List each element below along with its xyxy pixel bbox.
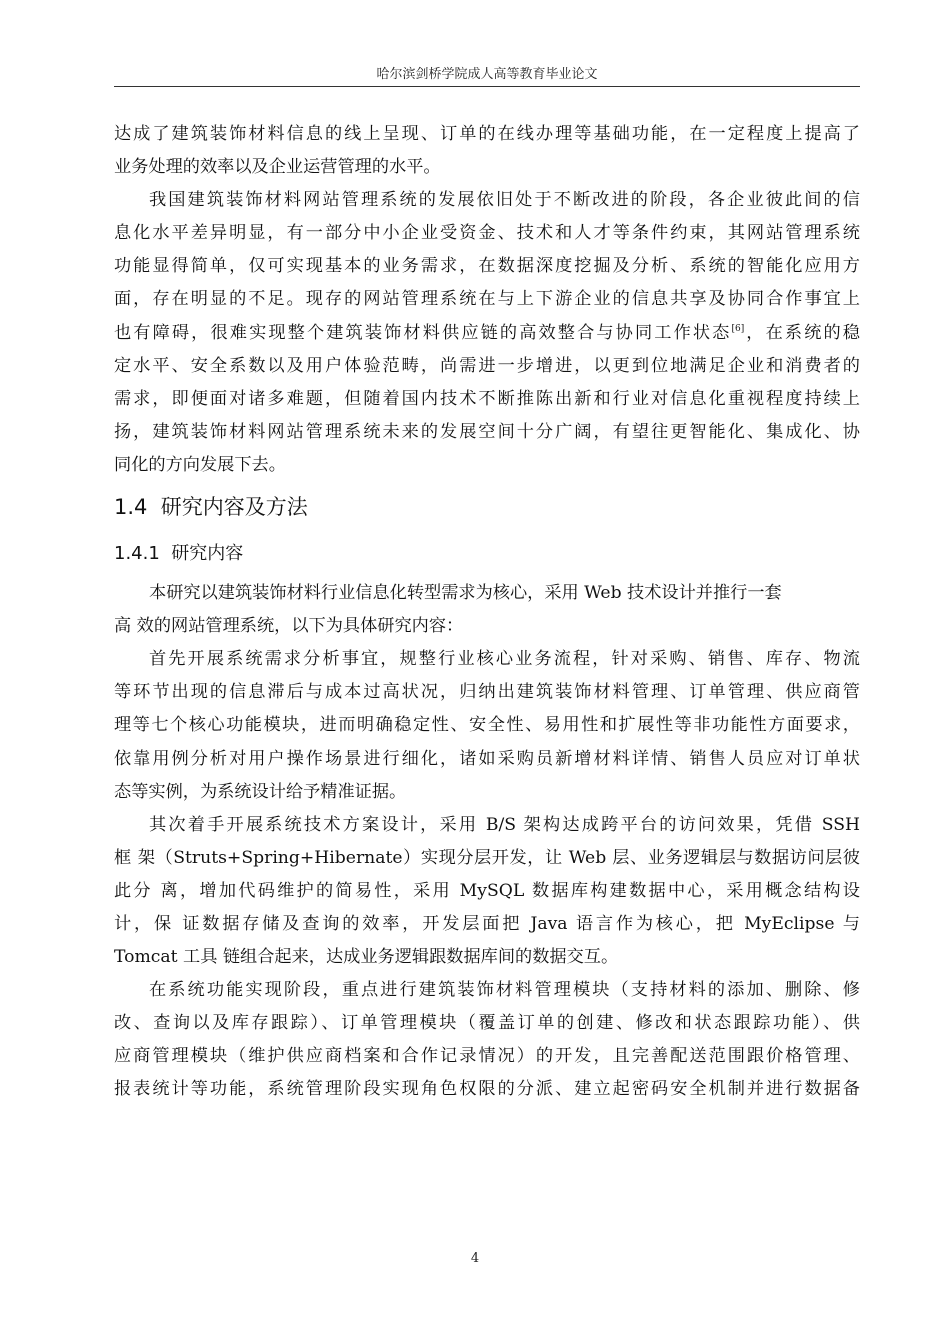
paragraph-4	[114, 643, 860, 808]
page-body	[114, 118, 860, 1107]
paragraph-3	[114, 577, 860, 643]
text-line: 此分 离，增加代码维护的简易性，采用 MySQL 数据库构建数据中心，采用概念结构设	[114, 880, 860, 901]
text-line: 应商管理模块（维护供应商档案和合作记录情况）的开发，且完善配送范围跟价格管理、	[114, 1046, 860, 1067]
subsection-title: 研究内容	[171, 543, 244, 565]
header-rule	[114, 86, 860, 87]
paragraph-5	[114, 809, 860, 974]
text-line: 报表统计等功能，系统管理阶段实现角色权限的分派、建立起密码安全机制并进行数据备	[114, 1079, 860, 1100]
text-line: 依靠用例分析对用户操作场景进行细化，诸如采购员新增材料详情、销售人员应对订单状	[114, 748, 860, 769]
text-line: 框 架（Struts+Spring+Hibernate）实现分层开发，让 Web 层、业务逻辑层与数据访问层彼	[114, 847, 860, 868]
text-line: 定水平、安全系数以及用户体验范畴，尚需进一步增进，以更到位地满足企业和消费者的	[114, 355, 860, 376]
text-line: Tomcat 工具 链组合起来，达成业务逻辑跟数据库间的数据交互。	[114, 947, 619, 968]
text-line: 我国建筑装饰材料网站管理系统的发展依旧处于不断改进的阶段，各企业彼此间的信	[149, 190, 860, 211]
text-line: 功能显得简单，仅可实现基本的业务需求，在数据深度挖掘及分析、系统的智能化应用方	[114, 256, 860, 277]
text-line: 计，保 证数据存储及查询的效率，开发层面把 Java 语言作为核心，把 MyEclipse 与	[114, 913, 860, 934]
paragraph-6	[114, 974, 860, 1106]
text-line: 息化水平差异明显，有一部分中小企业受资金、技术和人才等条件约束，其网站管理系统	[114, 223, 860, 244]
paragraph-2	[114, 184, 860, 482]
text-span: 也有障碍，很难实现整个建筑装饰材料供应链的高效整合与协同工作状态	[114, 322, 732, 343]
subsection-number: 1.4.1	[114, 543, 160, 565]
citation-ref: [6]	[731, 323, 745, 334]
paragraph-1	[114, 118, 860, 184]
text-line: 需求，即便面对诸多难题，但随着国内技术不断推陈出新和行业对信息化重视程度持续上	[114, 388, 860, 409]
text-span: ，在系统的稳	[744, 322, 860, 343]
running-header: 哈尔滨剑桥学院成人高等教育毕业论文	[376, 67, 598, 82]
section-title: 研究内容及方法	[160, 495, 308, 520]
page-number: 4	[470, 1251, 480, 1266]
text-line: 其次着手开展系统技术方案设计，采用 B/S 架构达成跨平台的访问效果，凭借 SSH	[149, 814, 860, 835]
text-line: 业务处理的效率以及企业运营管理的水平。	[114, 157, 441, 178]
text-line: 在系统功能实现阶段，重点进行建筑装饰材料管理模块（支持材料的添加、删除、修	[149, 980, 860, 1001]
section-heading	[114, 487, 860, 527]
section-number: 1.4	[114, 495, 148, 520]
text-line: 理等七个核心功能模块，进而明确稳定性、安全性、易用性和扩展性等非功能性方面要求，	[114, 715, 860, 736]
text-line: 同化的方向发展下去。	[114, 454, 286, 475]
text-line: 态等实例，为系统设计给予精准证据。	[114, 781, 407, 802]
subsection-heading	[114, 536, 860, 572]
text-line: 等环节出现的信息滞后与成本过高状况，归纳出建筑装饰材料管理、订单管理、供应商管	[114, 682, 860, 703]
text-line: 首先开展系统需求分析事宜，规整行业核心业务流程，针对采购、销售、库存、物流	[149, 649, 860, 670]
text-line: 扬，建筑装饰材料网站管理系统未来的发展空间十分广阔，有望往更智能化、集成化、协	[114, 421, 860, 442]
text-line: 本研究以建筑装饰材料行业信息化转型需求为核心，采用 Web 技术设计并推行一套	[149, 583, 782, 604]
text-line	[114, 317, 860, 350]
text-line: 面，存在明显的不足。现存的网站管理系统在与上下游企业的信息共享及协同合作事宜上	[114, 289, 860, 310]
text-line: 达成了建筑装饰材料信息的线上呈现、订单的在线办理等基础功能，在一定程度上提高了	[114, 124, 860, 144]
text-line: 改、查询以及库存跟踪）、订单管理模块（覆盖订单的创建、修改和状态跟踪功能）、供	[114, 1013, 860, 1034]
text-line: 高 效的网站管理系统，以下为具体研究内容：	[114, 616, 464, 637]
